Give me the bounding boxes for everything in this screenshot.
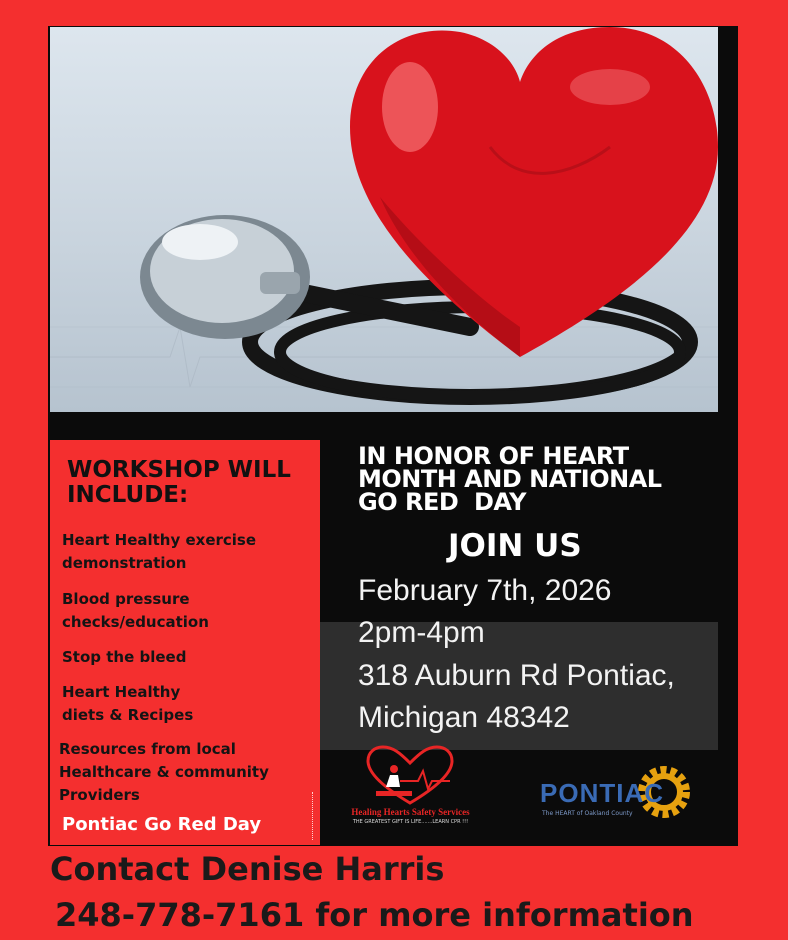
workshop-heading-line2: INCLUDE: <box>67 482 189 508</box>
event-title <box>358 442 728 516</box>
pontiac-logo <box>536 762 696 822</box>
workshop-heading <box>67 458 317 508</box>
healing-hearts-name: Healing Hearts Safety Services <box>351 807 470 817</box>
divider <box>312 792 314 840</box>
workshop-item-line: Blood pressure <box>62 590 190 608</box>
workshop-item-line: Providers <box>59 786 140 804</box>
workshop-item-line: Resources from local <box>59 740 236 758</box>
workshop-item <box>62 529 312 575</box>
event-title-line3: GO RED DAY <box>358 488 527 516</box>
pontiac-subtitle: The HEART of Oakland County <box>542 810 633 817</box>
pontiac-wordmark: PONTIAC <box>540 778 664 808</box>
join-us-heading: JOIN US <box>448 528 582 564</box>
hero-image <box>50 27 718 412</box>
workshop-item-line: diets & Recipes <box>62 706 194 724</box>
workshop-item-line: Healthcare & community <box>59 763 269 781</box>
workshop-item <box>62 588 312 634</box>
workshop-item-line: Heart Healthy <box>62 683 181 701</box>
heart-cpr-icon <box>338 745 483 807</box>
workshop-item <box>59 738 309 807</box>
contact-phone: 248-778-7161 for more information <box>55 896 694 934</box>
workshop-item-line: Heart Healthy exercise <box>62 531 257 549</box>
event-address-line1: 318 Auburn Rd Pontiac, <box>358 659 675 692</box>
go-red-label: Pontiac Go Red Day <box>62 814 262 835</box>
event-address-line2: Michigan 48342 <box>358 701 570 734</box>
healing-hearts-tagline: THE GREATEST GIFT IS LIFE.......LEARN CPR !!! <box>352 819 469 825</box>
workshop-item-line: checks/education <box>62 613 209 631</box>
workshop-heading-line1: WORKSHOP WILL <box>67 457 291 483</box>
event-date: February 7th, 2026 <box>358 574 612 607</box>
workshop-panel <box>50 440 320 845</box>
healing-hearts-logo <box>338 745 483 830</box>
contact-name: Contact Denise Harris <box>50 850 445 888</box>
workshop-item-line: Stop the bleed <box>62 648 187 666</box>
event-title-line1: IN HONOR OF HEART <box>358 442 629 470</box>
event-title-line2: MONTH AND NATIONAL <box>358 465 662 493</box>
workshop-item <box>62 646 312 669</box>
event-time: 2pm-4pm <box>358 616 485 649</box>
workshop-item <box>62 681 312 727</box>
workshop-item-line: demonstration <box>62 554 187 572</box>
